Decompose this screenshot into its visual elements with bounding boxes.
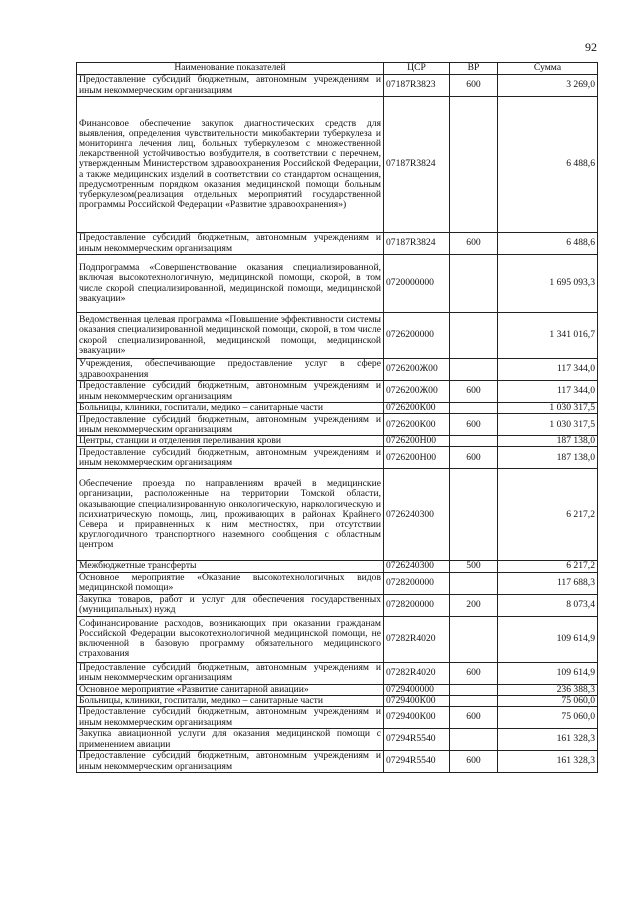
- row-sum: 3 269,0: [498, 75, 598, 97]
- row-vr: 600: [450, 707, 498, 729]
- row-name: Центры, станции и отделения переливания крови: [77, 436, 384, 447]
- budget-table: [76, 62, 598, 773]
- row-name: Финансовое обеспечение закупок диагностических средств для выявления, определения чувствительности микобактерии туберкулеза и мониторинга лечения лиц, больных туберкулезом с множественной лекарственной устойчивостью возбудителя, в соответствии с перечнем, утвержденным Министерством здравоохранения Российской Федерации, а также медицинских изделий в соответствии со стандартом оснащения, предусмотренным порядком оказания медицинской помощи больным туберкулезом(реализация отдельных мероприятий государственной программы Российской Федерации «Развитие здравоохранения»): [77, 97, 384, 233]
- row-csr: 0728200000: [384, 572, 450, 594]
- row-name: Подпрограмма «Совершенствование оказания специализированной, включая высокотехнологичную, медицинской помощи, скорой, в том числе скорой специализированной, медицинской помощи, медицинской эвакуации»: [77, 255, 384, 313]
- row-vr: [450, 97, 498, 233]
- row-sum: 187 138,0: [498, 436, 598, 447]
- row-name: Ведомственная целевая программа «Повышение эффективности системы оказания специализированной медицинской помощи, скорой, в том числе скорой специализированной, медицинской помощи, медицинской эвакуации»: [77, 313, 384, 359]
- row-vr: [450, 729, 498, 751]
- row-sum: 75 060,0: [498, 707, 598, 729]
- table-row: [77, 572, 598, 594]
- row-csr: 07187R3823: [384, 75, 450, 97]
- row-sum: 117 344,0: [498, 381, 598, 403]
- row-csr: 0726200Н00: [384, 436, 450, 447]
- row-csr: 0726240300: [384, 561, 450, 572]
- row-name: Закупка авиационной услуги для оказания медицинской помощи с применением авиации: [77, 729, 384, 751]
- row-csr: 0728200000: [384, 594, 450, 616]
- row-vr: [450, 436, 498, 447]
- header-csr: ЦСР: [384, 63, 450, 75]
- table-row: [77, 707, 598, 729]
- row-vr: [450, 313, 498, 359]
- table-row: [77, 662, 598, 684]
- row-name: Обеспечение проезда по направлениям врачей в медицинские организации, расположенные на территории Томской области, оказывающие специализированную онкологическую, наркологическую и психиатрическую помощь, лиц, проживающих в районах Крайнего Севера и приравненных к ним местностях, при отсутствии круглогодичного транспортного наземного сообщения с областным центром: [77, 469, 384, 561]
- row-csr: 0729400000: [384, 684, 450, 695]
- row-vr: 600: [450, 447, 498, 469]
- row-sum: 236 388,3: [498, 684, 598, 695]
- row-vr: 600: [450, 233, 498, 255]
- table-row: [77, 414, 598, 436]
- row-csr: 0726200К00: [384, 414, 450, 436]
- row-sum: 109 614,9: [498, 616, 598, 662]
- header-vr: ВР: [450, 63, 498, 75]
- row-sum: 187 138,0: [498, 447, 598, 469]
- row-vr: [450, 403, 498, 414]
- row-csr: 07187R3824: [384, 97, 450, 233]
- row-name: Больницы, клиники, госпитали, медико – санитарные части: [77, 403, 384, 414]
- row-vr: 600: [450, 75, 498, 97]
- table-row: [77, 695, 598, 706]
- table-row: [77, 403, 598, 414]
- table-row: [77, 751, 598, 773]
- row-name: Межбюджетные трансферты: [77, 561, 384, 572]
- row-sum: 1 695 093,3: [498, 255, 598, 313]
- row-csr: 07294R5540: [384, 751, 450, 773]
- table-row: [77, 447, 598, 469]
- row-vr: 200: [450, 594, 498, 616]
- row-sum: 6 488,6: [498, 233, 598, 255]
- page-number: 92: [585, 40, 597, 54]
- row-sum: 117 688,3: [498, 572, 598, 594]
- row-sum: 8 073,4: [498, 594, 598, 616]
- table-row: [77, 381, 598, 403]
- table-row: [77, 436, 598, 447]
- row-vr: [450, 469, 498, 561]
- row-sum: 1 341 016,7: [498, 313, 598, 359]
- row-name: Закупка товаров, работ и услуг для обеспечения государственных (муниципальных) нужд: [77, 594, 384, 616]
- row-name: Софинансирование расходов, возникающих при оказании гражданам Российской Федерации высокотехнологичной медицинской помощи, не включенной в базовую программу обязательного медицинского страхования: [77, 616, 384, 662]
- row-csr: 0726200Ж00: [384, 381, 450, 403]
- row-sum: 6 217,2: [498, 561, 598, 572]
- row-name: Основное мероприятие «Оказание высокотехнологичных видов медицинской помощи»: [77, 572, 384, 594]
- header-name: Наименование показателей: [77, 63, 384, 75]
- row-csr: 07282R4020: [384, 662, 450, 684]
- row-vr: 600: [450, 751, 498, 773]
- row-vr: [450, 616, 498, 662]
- table-row: [77, 684, 598, 695]
- table-header: [77, 63, 598, 75]
- row-name: Предоставление субсидий бюджетным, автономным учреждениям и иным некоммерческим организациям: [77, 751, 384, 773]
- row-sum: 117 344,0: [498, 359, 598, 381]
- row-name: Предоставление субсидий бюджетным, автономным учреждениям и иным некоммерческим организациям: [77, 447, 384, 469]
- row-vr: [450, 359, 498, 381]
- row-sum: 109 614,9: [498, 662, 598, 684]
- row-sum: 75 060,0: [498, 695, 598, 706]
- row-csr: 07282R4020: [384, 616, 450, 662]
- row-name: Предоставление субсидий бюджетным, автономным учреждениям и иным некоммерческим организациям: [77, 75, 384, 97]
- row-name: Предоставление субсидий бюджетным, автономным учреждениям и иным некоммерческим организациям: [77, 662, 384, 684]
- table-row: [77, 359, 598, 381]
- row-csr: 0726200000: [384, 313, 450, 359]
- table-row: [77, 594, 598, 616]
- row-vr: [450, 695, 498, 706]
- table-row: [77, 561, 598, 572]
- row-csr: 0720000000: [384, 255, 450, 313]
- table-row: [77, 616, 598, 662]
- row-name: Больницы, клиники, госпитали, медико – санитарные части: [77, 695, 384, 706]
- row-sum: 6 488,6: [498, 97, 598, 233]
- header-sum: Сумма: [498, 63, 598, 75]
- row-name: Предоставление субсидий бюджетным, автономным учреждениям и иным некоммерческим организациям: [77, 414, 384, 436]
- row-csr: 0729400К00: [384, 695, 450, 706]
- row-vr: 500: [450, 561, 498, 572]
- row-vr: [450, 255, 498, 313]
- row-sum: 1 030 317,5: [498, 403, 598, 414]
- table-row: [77, 97, 598, 233]
- header-row: [77, 63, 598, 75]
- row-name: Предоставление субсидий бюджетным, автономным учреждениям и иным некоммерческим организациям: [77, 381, 384, 403]
- row-sum: 1 030 317,5: [498, 414, 598, 436]
- row-sum: 161 328,3: [498, 751, 598, 773]
- row-vr: 600: [450, 414, 498, 436]
- row-csr: 0726200Ж00: [384, 359, 450, 381]
- table-row: [77, 233, 598, 255]
- row-name: Предоставление субсидий бюджетным, автономным учреждениям и иным некоммерческим организациям: [77, 707, 384, 729]
- table-row: [77, 313, 598, 359]
- table-row: [77, 75, 598, 97]
- row-sum: 161 328,3: [498, 729, 598, 751]
- row-csr: 0729400К00: [384, 707, 450, 729]
- row-sum: 6 217,2: [498, 469, 598, 561]
- row-csr: 0726200Н00: [384, 447, 450, 469]
- table-row: [77, 729, 598, 751]
- row-name: Учреждения, обеспечивающие предоставление услуг в сфере здравоохранения: [77, 359, 384, 381]
- row-vr: [450, 572, 498, 594]
- row-vr: 600: [450, 662, 498, 684]
- row-name: Предоставление субсидий бюджетным, автономным учреждениям и иным некоммерческим организациям: [77, 233, 384, 255]
- table-row: [77, 469, 598, 561]
- row-vr: [450, 684, 498, 695]
- row-csr: 07187R3824: [384, 233, 450, 255]
- row-name: Основное мероприятие «Развитие санитарной авиации»: [77, 684, 384, 695]
- table-body: [77, 75, 598, 773]
- row-csr: 0726200К00: [384, 403, 450, 414]
- row-csr: 07294R5540: [384, 729, 450, 751]
- row-csr: 0726240300: [384, 469, 450, 561]
- row-vr: 600: [450, 381, 498, 403]
- table-row: [77, 255, 598, 313]
